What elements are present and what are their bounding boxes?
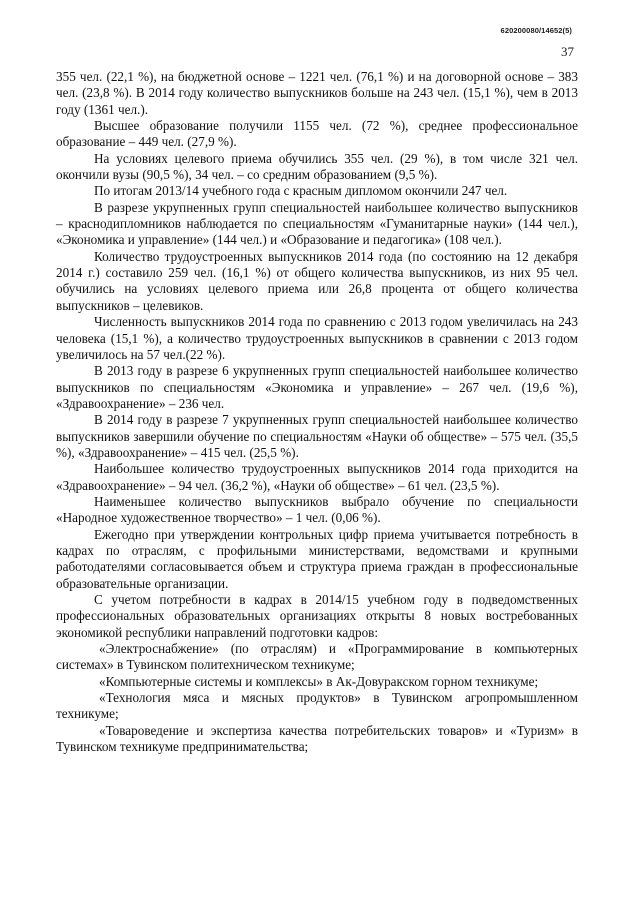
list-item: «Электроснабжение» (по отраслям) и «Программирование в компьютерных системах» в Тувинском политехническом техникуме; [56, 641, 578, 673]
paragraph-new-programs-intro: С учетом потребности в кадрах в 2014/15 учебном году в подведомственных профессиональных образовательных организациях открыты 8 новых востребованных экономикой республики направлений подготовки кадров: [56, 592, 578, 640]
body-text [56, 69, 578, 755]
paragraph-red-diploma-groups: В разрезе укрупненных групп специальностей наибольшее количество выпускников – краснодипломников наблюдается по специальностям «Гуманитарные науки» (144 чел.), «Экономика и управление» (144 чел.) и «Образование и педагогика» (108 чел.). [56, 199, 578, 248]
paragraph-red-diploma: По итогам 2013/14 учебного года с красным дипломом окончили 247 чел. [94, 183, 508, 199]
paragraph-employed-by-specialty: Наибольшее количество трудоустроенных выпускников 2014 года приходится на «Здравоохранение» – 94 чел. (36,2 %), «Науки об обществе» – 61 чел. (23,5 %). [56, 461, 578, 493]
paragraph-2014-groups: В 2014 году в разрезе 7 укрупненных групп специальностей наибольшее количество выпускников завершили обучение по специальностям «Науки об обществе» – 575 чел. (35,5 %), «Здравоохранение» – 415 чел. (25,5 %). [56, 412, 578, 460]
paragraph-least-graduates: Наименьшее количество выпускников выбрало обучение по специальности «Народное художественное творчество» – 1 чел. (0,06 %). [56, 493, 578, 526]
page-number: 37 [561, 44, 574, 59]
paragraph-higher-education: Высшее образование получили 1155 чел. (72 %), среднее профессиональное образование – 449 чел. (27,9 %). [56, 118, 578, 150]
list-item: «Товароведение и экспертиза качества потребительских товаров» и «Туризм» в Тувинском техникуме предпринимательства; [56, 722, 578, 755]
list-item: «Технология мяса и мясных продуктов» в Тувинском агропромышленном техникуме; [56, 690, 578, 722]
list-item: «Компьютерные системы и комплексы» в Ак-Довуракском горном техникуме; [99, 673, 539, 689]
paragraph-targeted-admission: На условиях целевого приема обучились 355 чел. (29 %), в том числе 321 чел. окончили вузы (90,5 %), 34 чел. – со средним образованием (9,5 %). [56, 150, 578, 183]
paragraph-continued: 355 чел. (22,1 %), на бюджетной основе – 1221 чел. (76,1 %) и на договорной основе – 383 чел. (23,8 %). В 2014 году количество выпускников больше на 243 чел. (15,1 %), чем в 2013 году (1361 чел.). [56, 69, 578, 117]
paragraph-admission-quotas: Ежегодно при утверждении контрольных цифр приема учитывается потребность в кадрах по отраслям, с профильными министерствами, ведомствами и крупными работодателями согласовывается объем и структура приема граждан в профессиональные образовательные организации. [56, 526, 578, 591]
paragraph-employed-graduates: Количество трудоустроенных выпускников 2014 года (по состоянию на 12 декабря 2014 г.) составило 259 чел. (16,1 %) от общего количества выпускников, из них 95 чел. обучились на условиях целевого приема или 26,8 процента от общего количества выпускников – целевиков. [56, 248, 578, 313]
document-id: 620200080/14652(5) [500, 26, 572, 35]
paragraph-graduates-growth: Численность выпускников 2014 года по сравнению с 2013 годом увеличилась на 243 человека (15,1 %), а количество трудоустроенных выпускников в сравнении с 2013 годом увеличилось на 57 чел.(22 %). [56, 314, 578, 362]
paragraph-2013-groups: В 2013 году в разрезе 6 укрупненных групп специальностей наибольшее количество выпускников по специальностям «Экономика и управление» – 267 чел. (19,6 %), «Здравоохранение» – 236 чел. [56, 363, 578, 411]
